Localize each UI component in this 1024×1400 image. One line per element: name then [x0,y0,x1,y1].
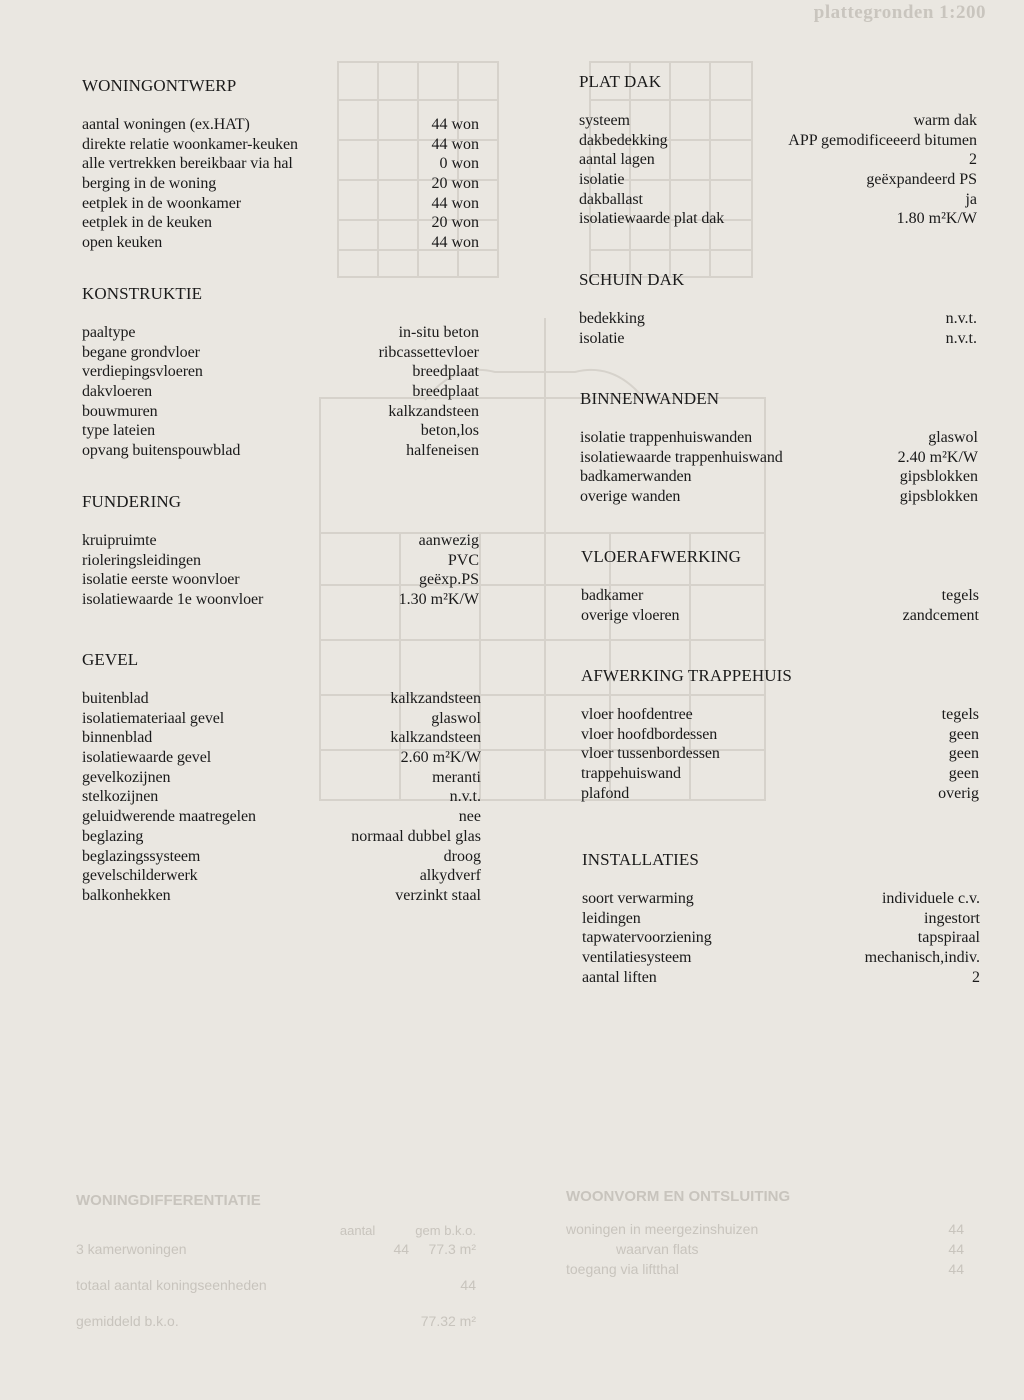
spec-row [82,421,479,441]
spec-value: glaswol [431,709,481,727]
spec-label: buitenblad [82,690,149,707]
spec-row [82,787,481,807]
spec-label: ventilatiesysteem [582,949,692,967]
spec-row [82,709,481,729]
spec-row [82,154,479,174]
spec-value: individuele c.v. [881,890,980,907]
spec-row [580,428,978,448]
show-through-row: toegang via liftthal 44 [566,1261,964,1277]
spec-value: kalkzandsteen [388,402,479,420]
section-vloerafwerking [581,547,979,625]
spec-label: overige wanden [580,488,681,506]
spec-label: vloer hoofdbordessen [581,725,718,743]
spec-label: rioleringsleidingen [82,551,201,569]
spec-row [82,807,481,827]
spec-row [82,570,479,590]
spec-row [82,748,481,768]
spec-value: n.v.t. [945,310,977,327]
spec-value: n.v.t. [449,788,481,806]
spec-row [82,362,479,382]
spec-label: begane grondvloer [82,343,200,361]
spec-row [579,309,977,329]
spec-value: 2.40 m²K/W [897,448,978,466]
spec-value: ja [965,190,977,208]
spec-row [582,909,980,929]
section-fundering [82,492,479,610]
spec-value: APP gemodificeeerd bitumen [788,131,977,149]
spec-label: gevelkozijnen [82,768,171,786]
spec-label: isolatiewaarde 1e woonvloer [82,591,264,609]
spec-label: opvang buitenspouwblad [82,442,241,460]
section-title: KONSTRUKTIE [82,284,203,303]
spec-row [579,170,977,190]
spec-row [82,115,479,135]
spec-label: isolatiemateriaal gevel [82,709,225,727]
spec-row [82,551,479,571]
spec-value: glaswol [928,429,978,446]
spec-label: verdiepingsvloeren [82,363,203,381]
spec-row [82,768,481,788]
spec-value: 2.60 m²K/W [400,749,481,767]
section-binnenwanden [580,389,978,507]
spec-value: verzinkt staal [395,886,481,904]
spec-label: isolatiewaarde plat dak [579,210,725,228]
spec-value: 0 won [439,155,479,173]
show-through-woningdifferentiatie [76,1192,476,1331]
section-title: WONINGONTWERP [82,76,237,95]
spec-label: dakballast [579,190,643,208]
spec-value: 44 won [431,116,479,133]
section-title: VLOERAFWERKING [581,547,742,566]
spec-value: alkydverf [419,867,481,885]
spec-label: beglazing [82,827,144,845]
spec-row [581,725,979,745]
spec-row [82,402,479,422]
spec-label: trappehuiswand [581,765,681,783]
spec-value: geëxp.PS [419,571,479,589]
section-title: INSTALLATIES [582,850,699,869]
spec-row [581,606,979,626]
show-through-page-title: plattegronden 1:200 [813,2,986,23]
spec-label: overige vloeren [581,606,680,624]
section-plat-dak [579,72,977,229]
spec-row [579,209,977,229]
spec-value: aanwezig [418,532,479,549]
spec-value: warm dak [913,112,977,129]
spec-value: mechanisch,indiv. [864,949,980,967]
spec-row [82,213,479,233]
spec-label: badkamerwanden [580,468,692,486]
spec-row [82,531,479,551]
spec-label: plafond [581,784,630,802]
section-gevel [82,650,481,906]
spec-label: leidingen [582,909,641,927]
spec-row [82,441,479,461]
spec-row [581,764,979,784]
spec-value: nee [458,808,481,826]
spec-value: tegels [941,587,979,604]
spec-value: geen [948,745,979,763]
spec-value: geen [948,765,979,783]
show-through-row: waarvan flats 44 [616,1241,964,1257]
spec-label: vloer tussenbordessen [581,745,720,763]
spec-label: vloer hoofdentree [581,706,693,723]
spec-label: dakvloeren [82,383,153,401]
spec-label: badkamer [581,587,644,604]
spec-row [82,135,479,155]
spec-row [579,329,977,349]
spec-label: binnenblad [82,729,153,747]
spec-row [82,174,479,194]
spec-value: geëxpandeerd PS [866,171,977,189]
spec-label: beglazingssysteem [82,847,201,865]
spec-label: eetplek in de keuken [82,214,212,232]
spec-row [579,150,977,170]
spec-value: 20 won [431,175,479,193]
show-through-row: gemiddeld b.k.o. 77.32 m² [76,1313,476,1329]
spec-label: isolatiewaarde trappenhuiswand [580,448,783,466]
show-through-row: totaal aantal koningseenheden 44 [76,1277,476,1293]
spec-row [82,343,479,363]
spec-row [82,323,479,343]
spec-row [581,744,979,764]
spec-row [582,889,980,909]
spec-row [580,467,978,487]
spec-value: geen [948,725,979,743]
spec-value: 44 won [431,194,479,212]
spec-value: ribcassettevloer [378,343,479,361]
spec-label: aantal liften [582,968,657,986]
show-through-headers: aantal gem b.k.o. [339,1223,476,1238]
spec-row [581,586,979,606]
spec-label: geluidwerende maatregelen [82,808,256,826]
spec-value: gipsblokken [899,488,978,506]
spec-label: direkte relatie woonkamer-keuken [82,135,298,153]
spec-label: isolatiewaarde gevel [82,749,212,767]
spec-row [82,590,479,610]
spec-label: isolatie [579,171,625,189]
spec-label: dakbedekking [579,131,668,149]
section-title: FUNDERING [82,492,182,511]
spec-value: PVC [447,551,479,569]
spec-value: meranti [432,768,481,786]
spec-value: zandcement [902,606,979,624]
section-konstruktie [82,284,479,461]
spec-row [82,233,479,253]
spec-label: soort verwarming [582,890,694,907]
spec-label: bouwmuren [82,402,158,420]
spec-row [581,784,979,804]
spec-label: isolatie eerste woonvloer [82,571,240,589]
spec-row [582,928,980,948]
spec-value: gipsblokken [899,468,978,486]
spec-row [579,131,977,151]
spec-value: beton,los [420,422,479,440]
spec-value: ingestort [924,909,980,927]
spec-row [82,382,479,402]
spec-label: open keuken [82,234,163,252]
spec-label: isolatie trappenhuiswanden [580,429,753,446]
spec-value: kalkzandsteen [390,729,481,747]
spec-row [579,111,977,131]
spec-label: aantal woningen (ex.HAT) [82,116,250,133]
spec-value: 2 [972,968,980,986]
spec-value: 44 won [431,135,479,153]
section-title: AFWERKING TRAPPEHUIS [581,666,792,685]
spec-row [82,728,481,748]
spec-label: aantal lagen [579,151,655,169]
section-installaties [582,850,980,987]
section-title: PLAT DAK [579,72,662,91]
spec-label: eetplek in de woonkamer [82,194,241,212]
spec-row [82,194,479,214]
spec-row [82,689,481,709]
spec-value: tapspiraal [917,929,980,947]
section-afwerking-trappehuis [581,666,979,803]
spec-row [580,448,978,468]
spec-value: halfeneisen [406,442,479,460]
spec-label: isolatie [579,329,625,347]
spec-row [581,705,979,725]
spec-row [582,968,980,988]
spec-label: tapwatervoorziening [582,929,712,947]
show-through-title: WOONVORM EN ONTSLUITING [566,1188,791,1205]
show-through-row: woningen in meergezinshuizen 44 [566,1221,964,1237]
section-title: SCHUIN DAK [579,270,685,289]
spec-value: 44 won [431,234,479,252]
spec-value: in-situ beton [398,324,479,341]
spec-row [579,190,977,210]
spec-value: normaal dubbel glas [351,827,481,845]
spec-value: droog [443,847,481,865]
spec-label: gevelschilderwerk [82,867,198,885]
spec-value: 1.80 m²K/W [896,210,977,228]
spec-value: breedplaat [412,383,479,401]
spec-value: kalkzandsteen [390,690,481,707]
spec-label: stelkozijnen [82,788,159,806]
spec-label: bedekking [579,310,645,327]
section-woningontwerp [82,76,479,253]
spec-row [580,487,978,507]
spec-label: balkonhekken [82,886,171,904]
spec-row [82,866,481,886]
section-title: BINNENWANDEN [580,389,720,408]
section-title: GEVEL [82,650,139,669]
spec-row [82,886,481,906]
spec-label: type lateien [82,422,155,440]
spec-label: berging in de woning [82,175,217,193]
spec-value: 20 won [431,214,479,232]
show-through-title: WONINGDIFFERENTIATIE [76,1192,261,1209]
show-through-woonvorm [566,1188,964,1279]
spec-value: tegels [941,706,979,723]
spec-value: overig [938,784,979,802]
spec-label: kruipruimte [82,532,157,549]
spec-row [82,847,481,867]
spec-label: systeem [579,112,630,129]
spec-value: n.v.t. [945,329,977,347]
section-schuin-dak [579,270,977,348]
show-through-row: 3 kamerwoningen 44 77.3 m² [76,1241,476,1257]
spec-row [82,827,481,847]
spec-label: paaltype [82,324,136,341]
spec-value: breedplaat [412,363,479,381]
spec-value: 2 [969,151,977,169]
spec-label: alle vertrekken bereikbaar via hal [82,155,293,173]
spec-row [582,948,980,968]
spec-value: 1.30 m²K/W [398,591,479,609]
